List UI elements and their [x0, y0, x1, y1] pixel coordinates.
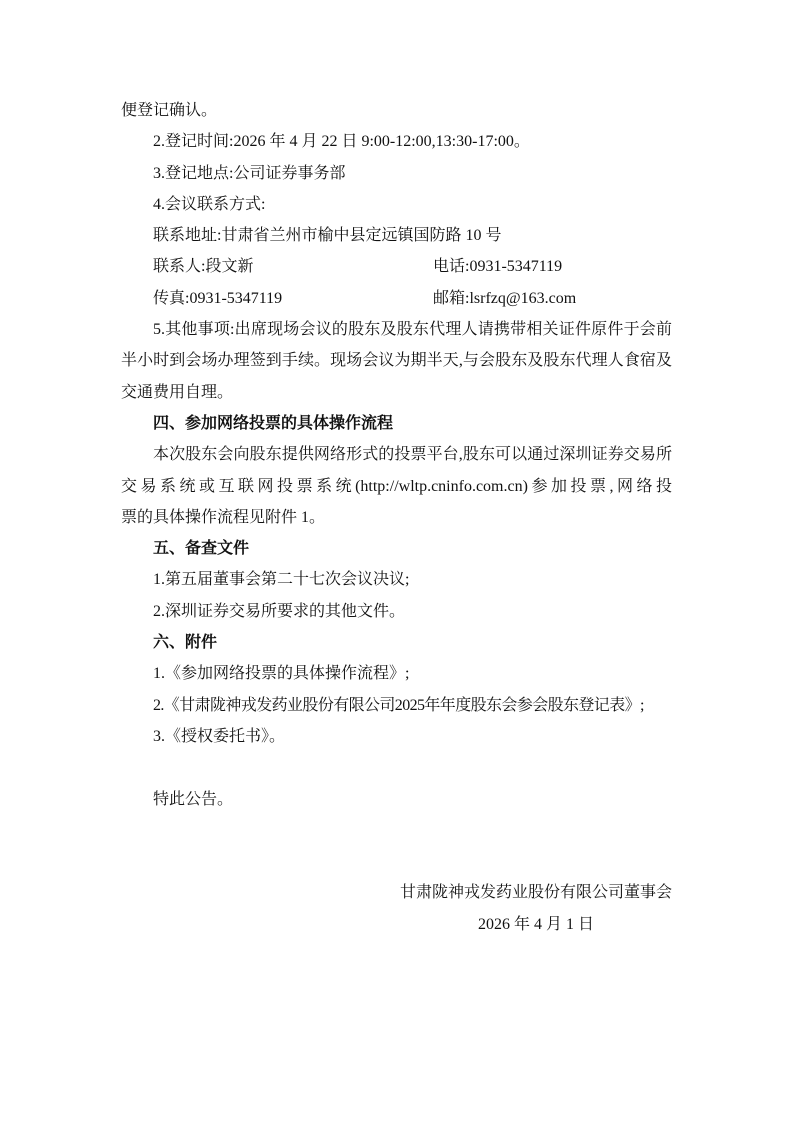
section4-line3: 票的具体操作流程见附件 1。	[121, 508, 326, 526]
section6-item2: 2.《甘肃陇神戎发药业股份有限公司2025年年度股东会参会股东登记表》;	[153, 696, 644, 714]
section4-line2: 交易系统或互联网投票系统(http://wltp.cninfo.com.cn)参加投票,网络投	[121, 477, 672, 495]
section6-title: 六、附件	[153, 634, 218, 652]
line-registration-place: 3.登记地点:公司证券事务部	[153, 164, 346, 182]
section4-title: 四、参加网络投票的具体操作流程	[153, 414, 394, 432]
section5-item1: 1.第五届董事会第二十七次会议决议;	[153, 571, 410, 589]
signature-company: 甘肃陇神戎发药业股份有限公司董事会	[399, 884, 672, 902]
line-contact-fax-email	[121, 283, 672, 314]
contact-person: 联系人:段文新	[153, 258, 254, 276]
line-contact-address: 联系地址:甘肃省兰州市榆中县定远镇国防路 10 号	[153, 227, 502, 245]
signature-inner	[400, 877, 672, 940]
contact-fax: 传真:0931-5347119	[153, 289, 283, 307]
line-other-matters-2: 半小时到会场办理签到手续。现场会议为期半天,与会股东及股东代理人食宿及	[121, 352, 672, 370]
document-body	[121, 95, 672, 940]
line-contact-person-phone	[121, 251, 672, 282]
section4-line1: 本次股东会向股东提供网络形式的投票平台,股东可以通过深圳证券交易所	[153, 446, 672, 464]
line-other-matters-1: 5.其他事项:出席现场会议的股东及股东代理人请携带相关证件原件于会前	[153, 321, 672, 339]
signature-date: 2026 年 4 月 1 日	[477, 915, 594, 933]
section6-item1: 1.《参加网络投票的具体操作流程》;	[153, 665, 410, 683]
closing-statement: 特此公告。	[153, 790, 234, 808]
contact-phone: 电话:0931-5347119	[433, 258, 563, 276]
section5-title: 五、备查文件	[153, 540, 250, 558]
line-registration-time: 2.登记时间:2026 年 4 月 22 日 9:00-12:00,13:30-17:00。	[153, 133, 530, 151]
section5-item2: 2.深圳证券交易所要求的其他文件。	[153, 602, 406, 620]
signature-block	[121, 877, 672, 940]
line-contact-heading: 4.会议联系方式:	[153, 195, 266, 213]
line-other-matters-3: 交通费用自理。	[121, 383, 234, 401]
paragraph-continuation: 便登记确认。	[121, 102, 218, 119]
section6-item3: 3.《授权委托书》。	[153, 727, 286, 745]
contact-email: 邮箱:lsrfzq@163.com	[433, 289, 577, 307]
